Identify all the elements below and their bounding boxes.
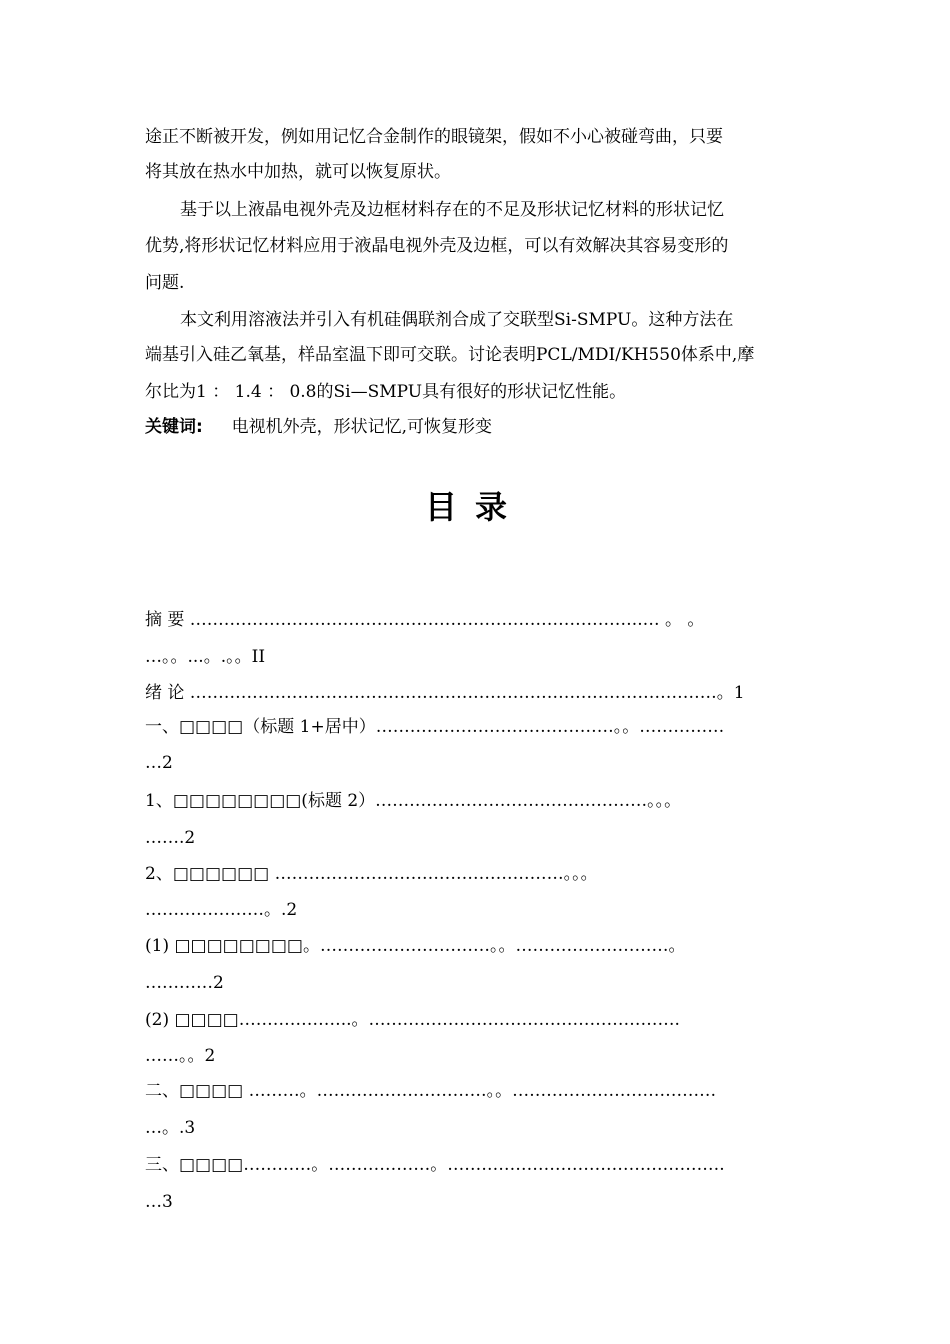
paragraph-line: 优势,将形状记忆材料应用于液晶电视外壳及边框，可以有效解决其容易变形的	[145, 236, 729, 256]
toc-title: 目录	[424, 488, 525, 526]
paragraph-line: 基于以上液晶电视外壳及边框材料存在的不足及形状记忆材料的形状记忆	[180, 200, 724, 220]
toc-line[interactable]: …….2	[145, 828, 196, 848]
toc-line[interactable]: 二、□□□□ ………。…………………………。。………………………………	[145, 1081, 717, 1101]
toc-line[interactable]: 绪 论 …………………………………………………………………………………。1	[145, 683, 745, 703]
toc-line[interactable]: ……。。2	[145, 1046, 216, 1066]
paragraph-line: 将其放在热水中加热，就可以恢复原状。	[145, 162, 451, 182]
toc-line[interactable]: …。.3	[145, 1118, 196, 1138]
paragraph-line: 本文利用溶液法并引入有机硅偶联剂合成了交联型Si-SMPU。这种方法在	[180, 310, 734, 330]
toc-line[interactable]: (1) □□□□□□□□。…………………………。。………………………。	[145, 936, 686, 956]
toc-line[interactable]: …2	[145, 753, 173, 773]
toc-line[interactable]: …………2	[145, 973, 224, 993]
toc-line[interactable]: 三、□□□□…………。………………。………………………………………….	[145, 1155, 725, 1175]
paragraph-line: 问题.	[145, 273, 185, 293]
toc-line[interactable]: 1、□□□□□□□□(标题 2）…………………………………………。。。	[145, 791, 682, 811]
toc-line[interactable]: (2) □□□□………………..。……………………………………………….	[145, 1010, 680, 1030]
paragraph-line: 端基引入硅乙氧基，样品室温下即可交联。讨论表明PCL/MDI/KH550体系中,摩	[145, 345, 755, 365]
toc-line[interactable]: …。。...。.。。II	[145, 647, 266, 667]
toc-line[interactable]: …………………。.2	[145, 900, 298, 920]
keywords-label: 关键词:	[145, 417, 203, 437]
paragraph-line: 途正不断被开发，例如用记忆合金制作的眼镜架，假如不小心被碰弯曲，只要	[145, 127, 723, 147]
keywords-value: 电视机外壳，形状记忆,可恢复形变	[231, 417, 493, 437]
keywords-line	[145, 417, 805, 437]
paragraph-line: 尔比为1 ： 1.4 ： 0.8的Si—SMPU具有很好的形状记忆性能。	[145, 382, 627, 402]
toc-line[interactable]: 一、□□□□（标题 1+居中）……………………………………。。……………	[145, 717, 725, 737]
toc-line[interactable]: …3	[145, 1192, 173, 1212]
toc-line[interactable]: 摘 要 ……………………………………………………………………..… 。 。	[145, 610, 705, 630]
toc-line[interactable]: 2、□□□□□□ ……………………………………………。。。	[145, 864, 598, 884]
